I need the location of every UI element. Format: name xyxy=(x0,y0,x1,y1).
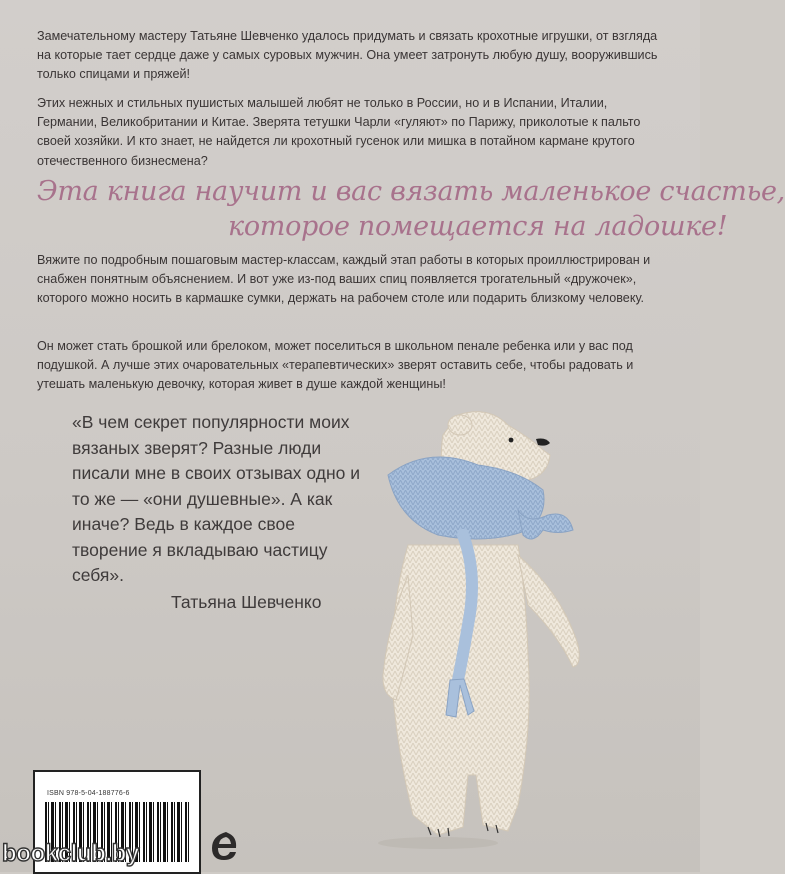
intro-paragraph-1: Замечательному мастеру Татьяне Шевченко удалось придумать и связать крохотные игрушки, от взгляда на которые тает сердце даже у самых суровых мужчин. Она умеет затронуть любую душу, вооружившись только спицами и пряжей! xyxy=(37,29,658,82)
tagline-line-1: Эта книга научит и вас вязать маленькое счастье, xyxy=(37,176,785,207)
site-watermark: bookclub.by xyxy=(2,840,139,867)
publisher-logo-icon xyxy=(204,826,244,866)
body-paragraph-2: Он может стать брошкой или брелоком, может поселиться в школьном пенале ребенка или у вас под подушкой. А лучше этих очаровательных «терапевтических» зверят оставить себе, чтобы радовать и утешать маленькую девочку, которая живет в душе каждой женщины! xyxy=(37,339,634,392)
isbn-number: ISBN 978-5-04-188776-6 xyxy=(47,790,130,797)
knitted-bear-illustration xyxy=(368,395,600,850)
intro-paragraph-2: Этих нежных и стильных пушистых малышей любят не только в России, но и в Испании, Италии, Германии, Великобритании и Китае. Зверята тетушки Чарли «гуляют» по Парижу, приколотые к пальто своей хозяйки. И кто знает, не найдется ли крохотный гусенок или мишка в потайном кармане крутого отечественного бизнесмена? xyxy=(37,96,641,168)
tagline-line-2: которое помещается на ладошке! xyxy=(228,211,728,242)
quote-author: Татьяна Шевченко xyxy=(171,592,322,612)
body-paragraph-1: Вяжите по подробным пошаговым мастер-классам, каждый этап работы в которых проиллюстрирован и снабжен понятным объяснением. И вот уже из-под ваших спиц появляется трогательный «дружочек», которого можно носить в кармашке сумки, держать на рабочем столе или подарить близкому человеку. xyxy=(37,253,651,306)
author-quote: «В чем секрет популярности моих вязаных зверят? Разные люди писали мне в своих отзывах одно и то же — «они душевные». А как иначе? Ведь в каждое свое творение я вкладываю частицу себя». xyxy=(72,412,361,585)
